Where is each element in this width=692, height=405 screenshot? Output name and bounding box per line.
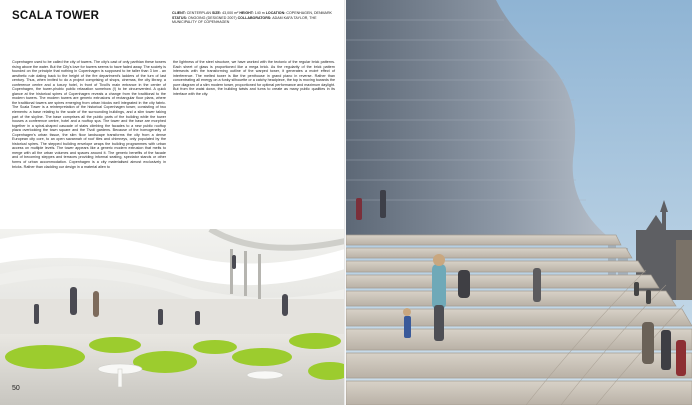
- left-page: [0, 0, 345, 405]
- client-value: CENTERPLAN: [186, 11, 211, 15]
- collaborators-label: COLLABORATORS:: [237, 15, 272, 20]
- height-label: HEIGHT:: [239, 11, 254, 15]
- interior-rendering: [0, 229, 345, 405]
- client-label: CLIENT:: [172, 11, 186, 15]
- location-value: COPENHAGEN, DENMARK: [286, 11, 332, 15]
- project-credits: [172, 11, 338, 25]
- size-value: 43,000 m²: [222, 11, 239, 15]
- body-text-column-left: Copenhagen used to be called the city of towers. The city's cast of only parthian these towers rising above the water. But the City's love for towers seems to have faded away. The society is founded on the principle that nothing in Copenhagen is supposed to be taller than 3 km - an aesthetic rule dating back to the height of the fire department's ladders of the turn of last century. Thus, when invited to do a project comprising of shops, cinemas, the city library, a conference centre and a luxury hotel, in front of Tivoli's main entrance in the center of Copenhagen, the tower-phobic public relaxation somehow (!) to be circumvented. A quick glance at the historical spires of Copenhagen reveals a change from the traditional to the modern towers. The modern towers are generic extrusions of rectangular floor plans, where the traditional towers are spires emerging from urban blocks well integrated in the city fabric. The Scala Tower is a reinterpretation of the historical Copenhagen tower, consisting of two elements: a base relating to the scale of the surrounding buildings, and a slim tower taking part of the skyline. The base comprises all the public parts of the building while the tower houses a conference centre, hotel and a rooftop spa. The tower and the base are morphed together in a spiral-shaped cascade of stairs climbing the facades to a new public rooftop plaza overlooking the town square and the Tivoli gardens. Because of the homogeneity of Copenhagen's urban tissue, the slim floor landscape transforms the city from a dense European city core, to an open savannah of roof tiles and chimneys, only populated by the historical spires. The stepped building envelope wraps the building programmes with urban access on multiple levels. The tower appears like a generic modern extrusion that melts to merge with all the urban volumes and spaces around it. The generic benefits of the facade and of becoming steppes and terraces providing informal seating, spectator stands or other forms of urban accommodation. Copenhagen is a city materialised almost exclusively in bricks. Rather than cladding our design in a material alien to: [12, 60, 166, 169]
- page-number: 50: [12, 385, 20, 392]
- collaborators-value: ADAM KAFA TAYLOR, THE MUNICIPALITY OF COPENHAGEN: [172, 15, 317, 25]
- interior-rendering-photo: [0, 229, 345, 405]
- status-label: STATUS:: [172, 15, 188, 20]
- body-text-column-right: the lightness of the steel structure, we have worked with the tectonic of the regular brick patterns. Each sheet of glass is proportioned like a mega brick. As the regularity of the brick pattern intersects with the transforming outline of the warped tower, it generates a moiré effect of interference. The melted tower is like the penthouse in grand piano in reverse. Rather than concentrating all energy on a funky silhouette or a catchy headpiece, the top is moving towards the pure diagram of a slim modern tower, proportioned for optimal performance and maximum daylight. But from the waist down, the building twists and turns to create as many public qualities in its interface with the city.: [173, 60, 335, 96]
- height-value: 140 m: [254, 11, 265, 15]
- exterior-rendering: [346, 0, 692, 405]
- status-value: ONGOING (DESIGNED 2007): [188, 15, 237, 20]
- location-label: LOCATION:: [265, 11, 286, 15]
- size-label: SIZE:: [211, 11, 222, 15]
- right-page: [346, 0, 692, 405]
- page-title: SCALA TOWER: [12, 10, 100, 22]
